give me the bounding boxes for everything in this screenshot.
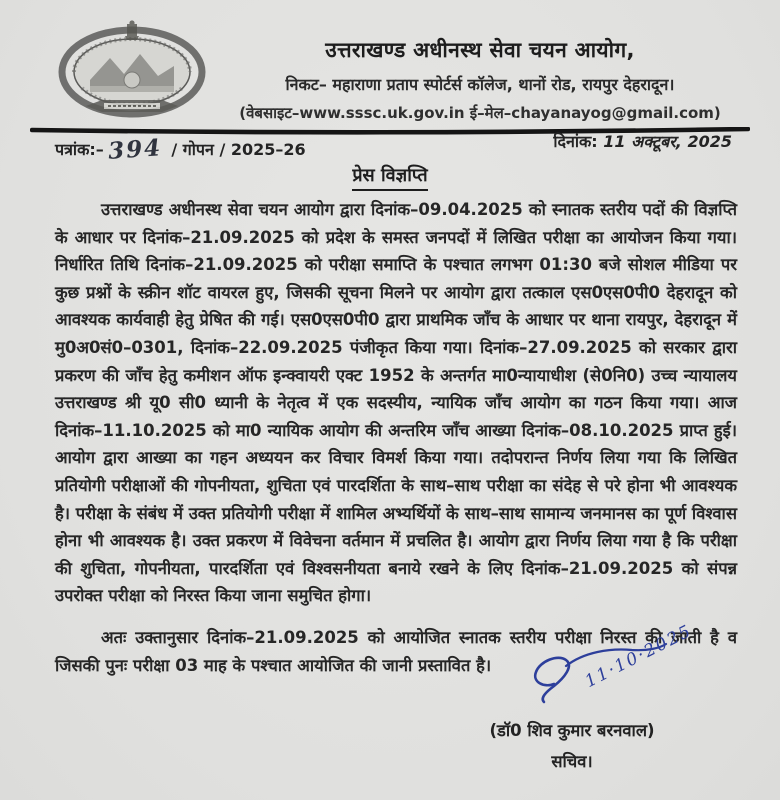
org-name: उत्तराखण्ड अधीनस्थ सेवा चयन आयोग, xyxy=(325,38,635,62)
uksssc-seal-emblem xyxy=(52,20,212,120)
signature-mark xyxy=(422,620,722,716)
org-address: निकट– महाराणा प्रताप स्पोर्टर्स कॉलेज, थानों रोड, रायपुर देहरादून। xyxy=(285,75,675,94)
signatory-designation: सचिव। xyxy=(551,752,593,771)
header-divider-rule xyxy=(30,120,750,128)
seal-icon xyxy=(52,20,212,120)
document-title xyxy=(0,163,780,191)
date-value: 11 अक्टूबर, 2025 xyxy=(603,132,732,151)
signatory-name: (डॉ0 शिव कुमार बरनवाल) xyxy=(489,721,655,740)
date-line xyxy=(553,130,732,152)
letterhead xyxy=(0,14,780,120)
document-body xyxy=(55,196,737,679)
document-title-text: प्रेस विज्ञप्ति xyxy=(352,163,427,191)
org-contact: (वेबसाइट–www.sssc.uk.gov.in ई–मेल–chayanayog@gmail.com) xyxy=(239,104,721,122)
letter-meta xyxy=(55,128,732,165)
ref-label: पत्रांक:– xyxy=(55,140,104,159)
ref-number-line xyxy=(55,134,306,165)
body-paragraph-1: उत्तराखण्ड अधीनस्थ सेवा चयन आयोग द्वारा दिनांक–09.04.2025 को स्नातक स्तरीय पदों की विज्ञप्ति के आधार पर दिनांक–21.09.2025 को प्रदेश के समस्त जनपदों में लिखित परीक्षा का आयोजन किया गया। निर्धारित तिथि दिनांक–21.09.2025 को परीक्षा समाप्ति के पश्चात लगभग 01:30 बजे सोशल मीडिया पर कुछ प्रश्नों के स्क्रीन शॉट वायरल हुए, जिसकी सूचना मिलने पर आयोग द्वारा तत्काल एस0एस0पी0 देहरादून को आवश्यक कार्यवाही हेतु प्रेषित की गई। एस0एस0पी0 द्वारा प्राथमिक जाँच के आधार पर थाना रायपुर, देहरादून में मु0अ0सं0–0301, दिनांक–22.09.2025 पंजीकृत किया गया। दिनांक–27.09.2025 को सरकार द्वारा प्रकरण की जाँच हेतु कमीशन ऑफ इन्क्वायरी एक्ट 1952 के अन्तर्गत मा0न्यायाधीश (से0नि0) उच्च न्यायालय उत्तराखण्ड श्री यू0 सी0 ध्यानी के नेतृत्व में एक सदस्यीय, न्यायिक जाँच आयोग का गठन किया गया। आज दिनांक–11.10.2025 को मा0 न्यायिक आयोग की अन्तरिम जाँच आख्या दिनांक–08.10.2025 प्राप्त हुई। आयोग द्वारा आख्या का गहन अध्ययन कर विचार विमर्श किया गया। तदोपरान्त निर्णय लिया गया कि लिखित प्रतियोगी परीक्षाओं की गोपनीयता, शुचिता एवं पारदर्शिता के साथ–साथ परीक्षा का संदेह से परे होना भी आवश्यक है। परीक्षा के संबंध में उक्त प्रतियोगी परीक्षा में शामिल अभ्यर्थियों के साथ–साथ सामान्य जनमानस का पूर्ण विश्वास होना भी आवश्यक है। उक्त प्रकरण में विवेचना वर्तमान में प्रचलित है। आयोग द्वारा निर्णय लिया गया है कि परीक्षा की शुचिता, गोपनीयता, पारदर्शिता एवं विश्वसनीयता बनाये रखने के लिए दिनांक–21.09.2025 को संपन्न उपरोक्त परीक्षा को निरस्त किया जाना समुचित होगा। xyxy=(55,200,737,606)
ref-suffix: / गोपन / 2025–26 xyxy=(171,140,306,159)
date-label: दिनांक: xyxy=(553,132,598,151)
signature-date-handwritten: 11·10·2025 xyxy=(581,620,696,692)
ref-number-handwritten: 394 xyxy=(107,134,163,165)
signature-block xyxy=(422,620,722,772)
body-paragraph-2: अतः उक्तानुसार दिनांक–21.09.2025 को आयोजित स्नातक स्तरीय परीक्षा निरस्त की जाती है व जिसकी पुनः परीक्षा 03 माह के पश्चात आयोजित की जानी प्रस्तावित है। xyxy=(55,627,737,675)
